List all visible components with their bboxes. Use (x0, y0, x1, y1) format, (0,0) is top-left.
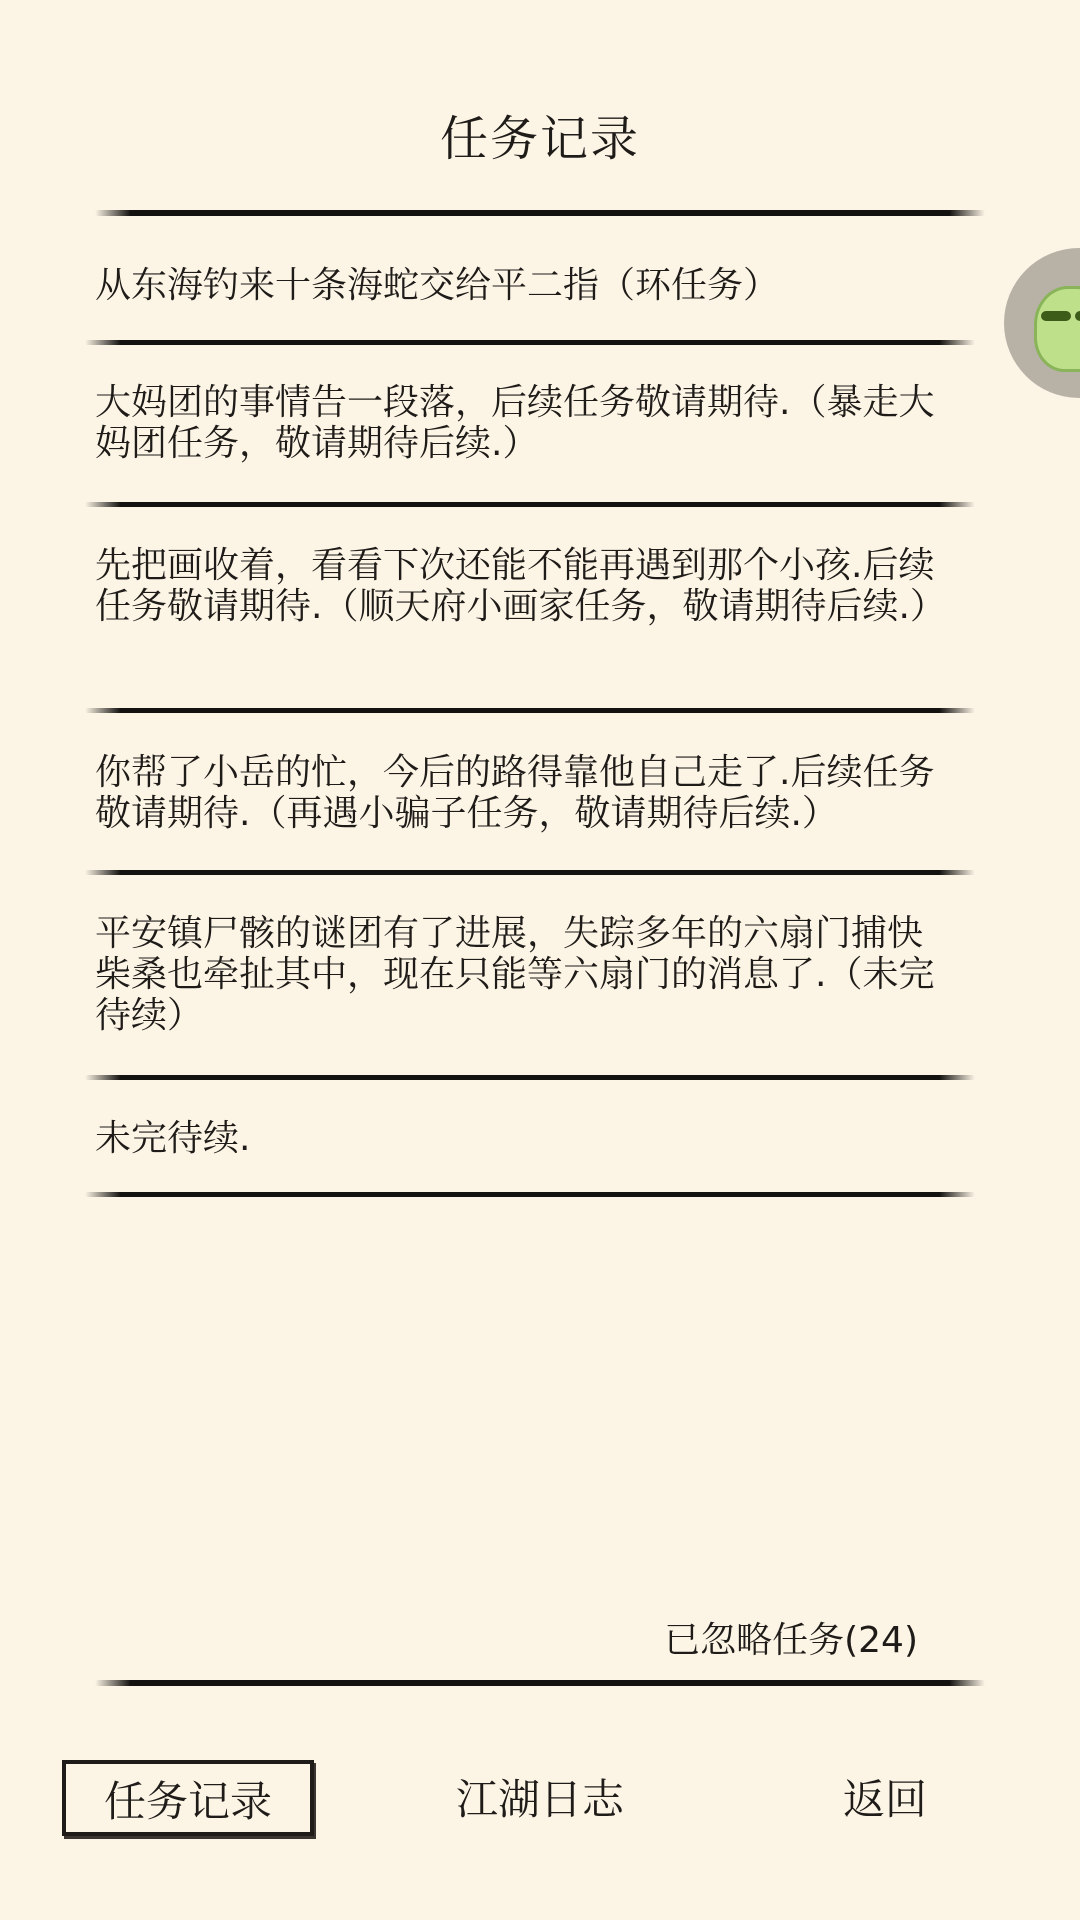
tab-journal[interactable]: 江湖日志 (455, 1775, 624, 1824)
floating-assistant-button[interactable] (1004, 248, 1080, 398)
divider (85, 502, 975, 507)
divider (85, 1075, 975, 1080)
quest-item[interactable]: 从东海钓来十条海蛇交给平二指（环任务） (95, 265, 780, 306)
divider (85, 708, 975, 713)
divider (85, 870, 975, 875)
divider (95, 1680, 985, 1686)
tab-quest-log[interactable]: 任务记录 (62, 1760, 314, 1836)
divider (85, 1192, 975, 1197)
ignored-quests-link[interactable]: 已忽略任务(24) (664, 1620, 918, 1661)
quest-item[interactable]: 未完待续. (95, 1118, 251, 1159)
green-creature-icon (1034, 286, 1080, 372)
quest-item[interactable]: 平安镇尸骸的谜团有了进展，失踪多年的六扇门捕快柴桑也牵扯其中，现在只能等六扇门的消息了.（未完待续） (95, 913, 935, 1036)
quest-item[interactable]: 你帮了小岳的忙，今后的路得靠他自己走了.后续任务敬请期待.（再遇小骗子任务，敬请期待后续.） (95, 752, 935, 834)
back-button[interactable]: 返回 (842, 1775, 927, 1824)
divider (95, 210, 985, 216)
divider (85, 340, 975, 345)
quest-item[interactable]: 大妈团的事情告一段落，后续任务敬请期待.（暴走大妈团任务，敬请期待后续.） (95, 382, 935, 464)
page-title: 任务记录 (439, 111, 640, 167)
quest-item[interactable]: 先把画收着，看看下次还能不能再遇到那个小孩.后续任务敬请期待.（顺天府小画家任务，敬请期待后续.） (95, 545, 946, 627)
